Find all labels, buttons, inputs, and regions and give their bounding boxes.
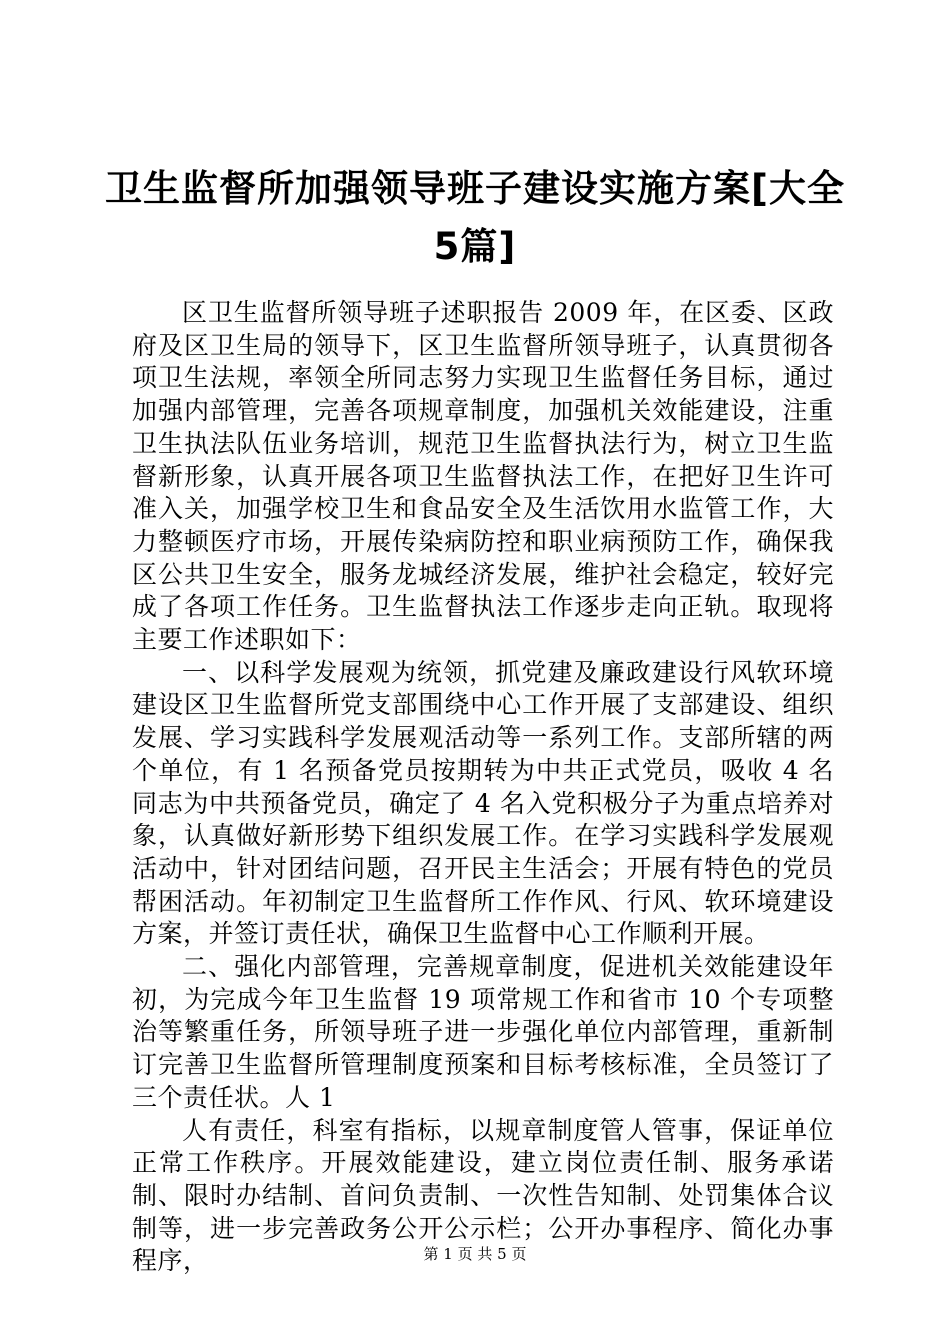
title-line-2: 5篇] <box>433 225 517 268</box>
page-footer: 第 1 页 共 5 页 <box>423 1245 527 1263</box>
page-title <box>100 160 850 276</box>
paragraph-4: 人有责任，科室有指标，以规章制度管人管事，保证单位正常工作秩序。开展效能建设，建立岗位责任制、服务承诺制、限时办结制、首问负责制、一次性告知制、处罚集体合议制等，进一步完善政务公开公示栏；公开办事程序、简化办事程序， <box>132 1115 834 1276</box>
paragraph-1: 区卫生监督所领导班子述职报告 2009 年，在区委、区政府及区卫生局的领导下，区卫生监督所领导班子，认真贯彻各项卫生法规，率领全所同志努力实现卫生监督任务目标，通过加强内部管理，完善各项规章制度，加强机关效能建设，注重卫生执法队伍业务培训，规范卫生监督执法行为，树立卫生监督新形象，认真开展各项卫生监督执法工作，在把好卫生许可准入关，加强学校卫生和食品安全及生活饮用水监管工作，大力整顿医疗市场，开展传染病防控和职业病预防工作，确保我区公共卫生安全，服务龙城经济发展，维护社会稳定，较好完成了各项工作任务。卫生监督执法工作逐步走向正轨。取现将主要工作述职如下： <box>132 298 834 655</box>
title-line-1: 卫生监督所加强领导班子建设实施方案[大全 <box>105 167 845 210</box>
paragraph-2: 一、以科学发展观为统领，抓党建及廉政建设行风软环境建设区卫生监督所党支部围绕中心工作开展了支部建设、组织发展、学习实践科学发展观活动等一系列工作。支部所辖的两个单位，有 1 名预备党员按期转为中共正式党员，吸收 4 名同志为中共预备党员，确定了 4 名入党积极分子为重点培养对象，认真做好新形势下组织发展工作。在学习实践科学发展观活动中，针对团结问题，召开民主生活会；开展有特色的党员帮困活动。年初制定卫生监督所工作作风、行风、软环境建设方案，并签订责任状，确保卫生监督中心工作顺利开展。 <box>132 657 834 949</box>
document-body <box>132 297 834 1278</box>
paragraph-3: 二、强化内部管理，完善规章制度，促进机关效能建设年初，为完成今年卫生监督 19 项常规工作和省市 10 个专项整治等繁重任务，所领导班子进一步强化单位内部管理，重新制订完善卫生监督所管理制度预案和目标考核标准，全员签订了三个责任状。人 1 <box>132 952 834 1112</box>
